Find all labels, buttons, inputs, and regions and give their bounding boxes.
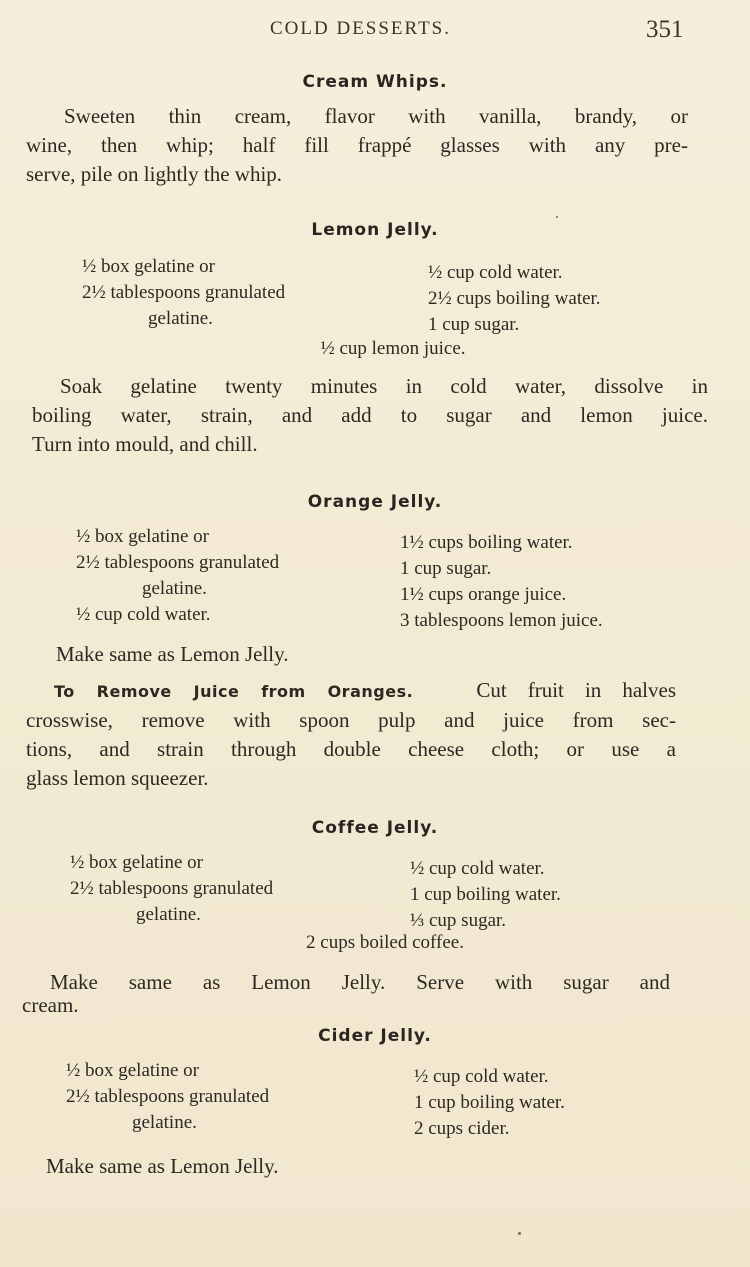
- text-line: boiling water, strain, and add to sugar and lemon juice.: [32, 403, 708, 427]
- recipe-title-lemon-jelly: Lemon Jelly.: [311, 220, 439, 240]
- ingredient: gelatine.: [148, 308, 213, 329]
- ingredient: ½ cup cold water.: [414, 1066, 549, 1087]
- text-line: [26, 676, 676, 706]
- text-line: cream.: [22, 993, 79, 1017]
- ingredient: 2½ cups boiling water.: [428, 288, 601, 309]
- ingredient-center-lemon: ½ cup lemon juice.: [320, 338, 466, 359]
- page-number: 351: [646, 16, 684, 43]
- ingredients-right-lemon: [428, 260, 601, 338]
- ingredient: ½ cup cold water.: [428, 262, 563, 283]
- ingredients-right-cider: [414, 1064, 565, 1142]
- ingredient: 1½ cups orange juice.: [400, 584, 567, 605]
- ingredient: ½ box gelatine or: [76, 526, 209, 547]
- tip-heading: To Remove Juice from Oranges.: [54, 682, 414, 701]
- text-line: Sweeten thin cream, flavor with vanilla, brandy, or: [64, 104, 688, 128]
- text-line: tions, and strain through double cheese cloth; or use a: [26, 737, 676, 761]
- ingredient: 2½ tablespoons granulated: [82, 282, 286, 303]
- paper-speck: [556, 216, 558, 218]
- ingredient: 1 cup sugar.: [428, 314, 520, 335]
- text-line: crosswise, remove with spoon pulp and juice from sec-: [26, 708, 676, 732]
- ingredients-left-orange: [76, 524, 279, 628]
- running-title: COLD DESSERTS.: [270, 18, 451, 39]
- ingredient: 2½ tablespoons granulated: [76, 552, 280, 573]
- ingredient-center-coffee: 2 cups boiled coffee.: [306, 932, 464, 953]
- ingredient: gelatine.: [132, 1112, 197, 1133]
- ingredients-left-coffee: [70, 850, 273, 928]
- recipe-text-lemon-jelly: [32, 372, 708, 459]
- recipe-title-coffee-jelly: Coffee Jelly.: [311, 818, 439, 838]
- text-line: Make same as Lemon Jelly.: [46, 1154, 279, 1178]
- recipe-text-cider-jelly: [46, 1152, 686, 1181]
- ingredient: 2½ tablespoons granulated: [70, 878, 274, 899]
- text-line: Turn into mould, and chill.: [32, 432, 258, 456]
- ingredient: 2 cups cider.: [414, 1118, 510, 1139]
- ingredient: ⅓ cup sugar.: [410, 910, 507, 931]
- ingredient: gelatine.: [142, 578, 207, 599]
- ingredient: ½ box gelatine or: [66, 1060, 199, 1081]
- ingredient: 1 cup boiling water.: [414, 1092, 565, 1113]
- ingredient: ½ box gelatine or: [70, 852, 203, 873]
- ingredient: 1 cup sugar.: [400, 558, 492, 579]
- text-line: serve, pile on lightly the whip.: [26, 162, 283, 186]
- tip-text-start: Cut fruit in halves: [476, 678, 676, 702]
- recipe-text-orange-jelly: [56, 640, 696, 669]
- recipe-title-cream-whips: Cream Whips.: [302, 72, 448, 92]
- ingredient: 1 cup boiling water.: [410, 884, 561, 905]
- text-line: Soak gelatine twenty minutes in cold water, dissolve in: [60, 374, 708, 398]
- text-line: glass lemon squeezer.: [26, 766, 209, 790]
- ingredients-right-orange: [400, 530, 603, 634]
- ingredients-left-cider: [66, 1058, 269, 1136]
- ingredient: ½ cup cold water.: [410, 858, 545, 879]
- recipe-text-cream-whips: [26, 102, 688, 189]
- ingredient: ½ cup cold water.: [76, 604, 211, 625]
- ingredient: ½ box gelatine or: [82, 256, 215, 277]
- recipe-title-orange-jelly: Orange Jelly.: [307, 492, 443, 512]
- recipe-title-cider-jelly: Cider Jelly.: [318, 1026, 432, 1046]
- ingredient: 3 tablespoons lemon juice.: [400, 610, 603, 631]
- text-line: Make same as Lemon Jelly.: [56, 642, 289, 666]
- text-line: wine, then whip; half fill frappé glasses with any pre-: [26, 133, 688, 157]
- paper-speck: [518, 1232, 521, 1235]
- tip-remove-juice: [26, 676, 676, 793]
- recipe-text-coffee-jelly: [22, 968, 670, 1020]
- ingredient: 2½ tablespoons granulated: [66, 1086, 270, 1107]
- ingredients-left-lemon: [82, 254, 285, 332]
- ingredients-right-coffee: [410, 856, 561, 934]
- text-line: Make same as Lemon Jelly. Serve with sugar and: [50, 970, 670, 994]
- ingredient: 1½ cups boiling water.: [400, 532, 573, 553]
- ingredient: gelatine.: [136, 904, 201, 925]
